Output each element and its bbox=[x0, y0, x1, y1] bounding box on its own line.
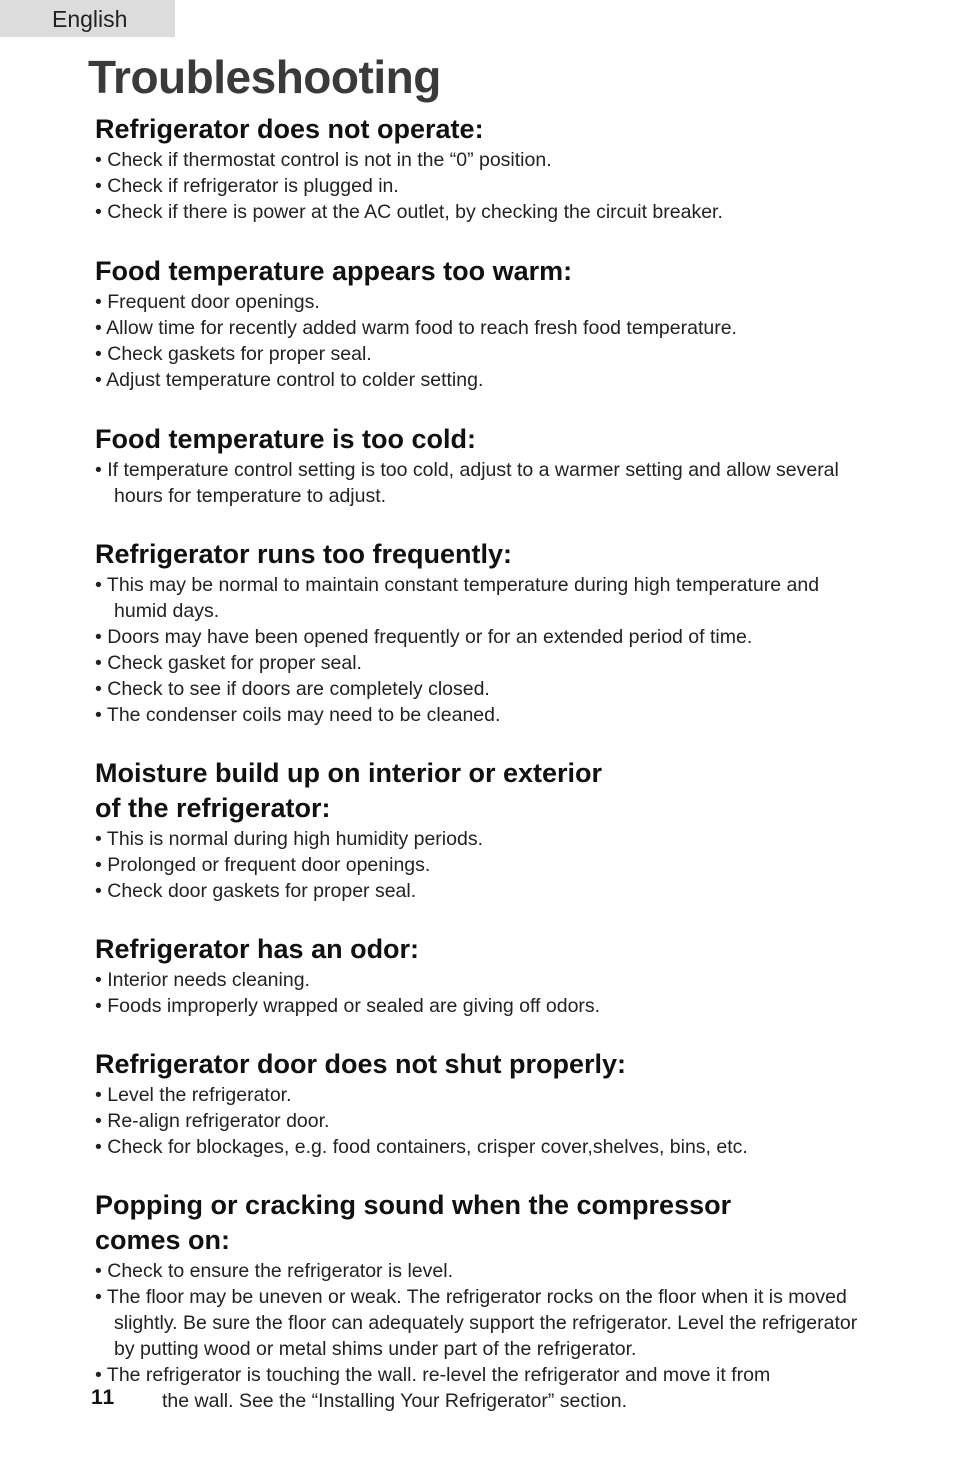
section-does-not-operate bbox=[95, 112, 875, 225]
list-item bbox=[95, 1362, 875, 1414]
list-item: • Check if there is power at the AC outlet, by checking the circuit breaker. bbox=[95, 199, 875, 225]
section-heading: Refrigerator runs too frequently: bbox=[95, 539, 513, 569]
section-runs-too-frequently bbox=[95, 537, 875, 728]
list-item: • Check to see if doors are completely closed. bbox=[95, 676, 875, 702]
section-moisture bbox=[95, 756, 875, 904]
section-heading: Food temperature appears too warm: bbox=[95, 256, 573, 286]
list-item: • Foods improperly wrapped or sealed are giving off odors. bbox=[95, 993, 875, 1019]
list-item: • Allow time for recently added warm food to reach fresh food temperature. bbox=[95, 315, 875, 341]
section-odor bbox=[95, 932, 875, 1019]
section-heading: Food temperature is too cold: bbox=[95, 424, 477, 454]
section-too-warm bbox=[95, 254, 875, 393]
list-item: • Check if refrigerator is plugged in. bbox=[95, 173, 875, 199]
list-item-continuation: the wall. See the “Installing Your Refrigerator” section. bbox=[162, 1390, 628, 1412]
list-item: • The floor may be uneven or weak. The refrigerator rocks on the floor when it is moved slightly. Be sure the floor can adequately support the refrigerator. Level the refrigerator by putting wood or metal shims under part of the refrigerator. bbox=[95, 1284, 875, 1362]
section-heading-line: of the refrigerator: bbox=[95, 793, 331, 823]
list-item: • Check if thermostat control is not in the “0” position. bbox=[95, 147, 875, 173]
list-item: • This is normal during high humidity periods. bbox=[95, 826, 875, 852]
section-heading: Refrigerator does not operate: bbox=[95, 114, 484, 144]
page-title: Troubleshooting bbox=[88, 51, 441, 103]
bullet-list bbox=[95, 1258, 875, 1414]
section-heading bbox=[95, 756, 875, 826]
list-item: • Check door gaskets for proper seal. bbox=[95, 878, 875, 904]
language-tab: English bbox=[0, 0, 175, 37]
section-heading: Refrigerator door does not shut properly: bbox=[95, 1049, 627, 1079]
list-item-text: The refrigerator is touching the wall. re-level the refrigerator and move it from bbox=[106, 1364, 771, 1386]
bullet-list bbox=[95, 572, 875, 728]
section-heading: Refrigerator has an odor: bbox=[95, 934, 420, 964]
bullet-list bbox=[95, 1082, 875, 1160]
bullet-list bbox=[95, 289, 875, 393]
list-item: • This may be normal to maintain constant temperature during high temperature and humid days. bbox=[95, 572, 875, 624]
list-item: • Check to ensure the refrigerator is level. bbox=[95, 1258, 875, 1284]
bullet-list bbox=[95, 147, 875, 225]
list-item: • Check for blockages, e.g. food containers, crisper cover,shelves, bins, etc. bbox=[95, 1134, 875, 1160]
bullet-list bbox=[95, 457, 875, 509]
section-door-not-shut bbox=[95, 1047, 875, 1160]
list-item: • Doors may have been opened frequently or for an extended period of time. bbox=[95, 624, 875, 650]
list-item: • Re-align refrigerator door. bbox=[95, 1108, 875, 1134]
section-heading-line: Moisture build up on interior or exterior bbox=[95, 758, 603, 788]
section-heading bbox=[95, 1188, 875, 1258]
list-item: • The condenser coils may need to be cleaned. bbox=[95, 702, 875, 728]
list-item: • Check gaskets for proper seal. bbox=[95, 341, 875, 367]
list-item: • Interior needs cleaning. bbox=[95, 967, 875, 993]
page-number: 11 bbox=[91, 1386, 116, 1409]
section-popping-sound bbox=[95, 1188, 875, 1414]
bullet-list bbox=[95, 967, 875, 1019]
list-item: • Prolonged or frequent door openings. bbox=[95, 852, 875, 878]
section-heading-line: Popping or cracking sound when the compressor bbox=[95, 1190, 732, 1220]
list-item: • Check gasket for proper seal. bbox=[95, 650, 875, 676]
bullet-list bbox=[95, 826, 875, 904]
section-heading-line: comes on: bbox=[95, 1225, 231, 1255]
troubleshooting-content bbox=[95, 112, 875, 1414]
list-item: • Level the refrigerator. bbox=[95, 1082, 875, 1108]
list-item: • Frequent door openings. bbox=[95, 289, 875, 315]
list-item: • If temperature control setting is too cold, adjust to a warmer setting and allow several hours for temperature to adjust. bbox=[95, 457, 875, 509]
list-item: • Adjust temperature control to colder setting. bbox=[95, 367, 875, 393]
section-too-cold bbox=[95, 422, 875, 509]
